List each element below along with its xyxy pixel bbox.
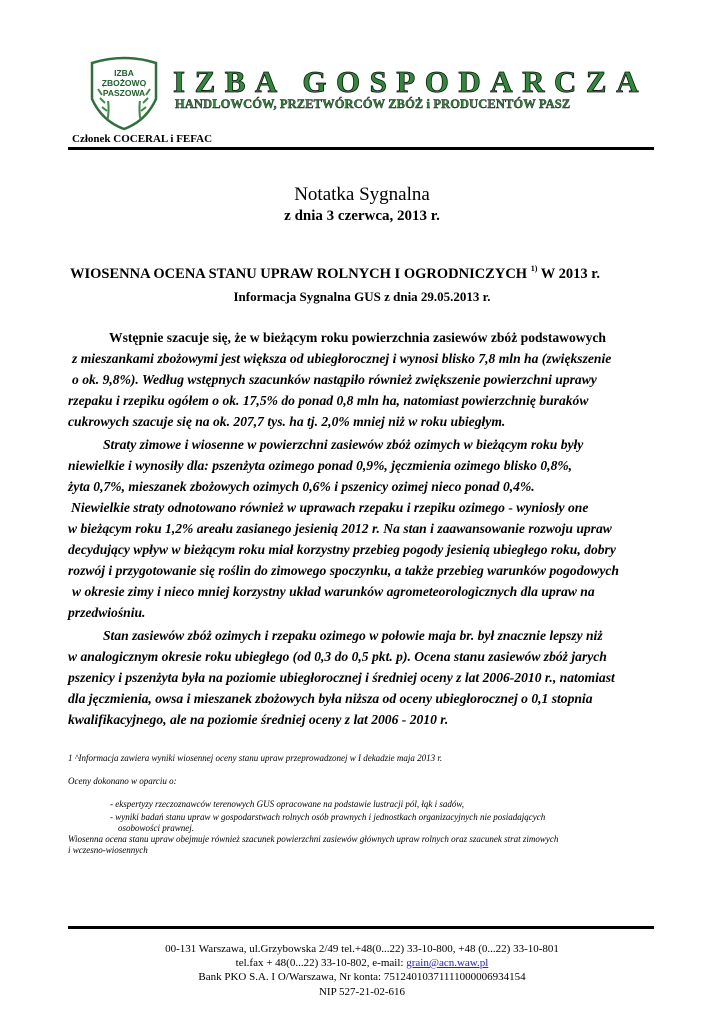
body-line: decydujący wpływ w bieżącym roku miał korzystny przebieg pogody jesienią ubiegłego roku, dobry (68, 542, 616, 557)
footnote: i wczesno-wiosennych (68, 845, 148, 855)
body-line: w bieżącym roku 1,2% areału zasianego jesienią 2012 r. Na stan i zaawansowanie rozwoju upraw (68, 521, 612, 536)
footer-divider (68, 926, 654, 929)
body-line: dla jęczmienia, owsa i mieszanek zbożowych była niższa od oceny ubiegłorocznej o 0,1 stopnia (68, 691, 593, 706)
footnote: 1 ^Informacja zawiera wyniki wiosennej oceny stanu upraw przeprowadzonej w I dekadzie maja 2013 r. (68, 753, 443, 763)
footer-contact (0, 957, 724, 969)
email-link[interactable]: grain@acn.waw.pl (406, 957, 489, 969)
body-line: o ok. 9,8%). Według wstępnych szacunków nastąpiło również zwiększenie powierzchni uprawy (72, 372, 597, 387)
body-line: rzepaku i rzepiku ogółem o ok. 17,5% do ponad 0,8 mln ha, natomiast powierzchnię buraków (68, 393, 589, 408)
body-line-text: Wstępnie szacuje się, że w bieżącym roku powierzchnia zasiewów zbóż podstawowych (109, 330, 606, 345)
body-line (109, 330, 606, 346)
body-line: w okresie zimy i nieco mniej korzystny układ warunków agrometeorologicznych dla upraw na (72, 584, 595, 599)
body-line: kwalifikacyjnego, ale na poziomie średniej oceny z lat 2006 - 2010 r. (68, 712, 449, 727)
footer-bank: Bank PKO S.A. I O/Warszawa, Nr konta: 75124010371111000006934154 (198, 971, 526, 983)
document-date: z dnia 3 czerwca, 2013 r. (284, 208, 440, 224)
heading-year: W 2013 r. (537, 266, 600, 282)
footnote: - ekspertyzy rzeczoznawców terenowych GUS opracowane na podstawie lustracji pól, łąk i sadów, (110, 799, 464, 809)
body-line: Niewielkie straty odnotowano również w uprawach rzepaku i rzepiku ozimego - wyniosły one (71, 500, 589, 515)
body-line: pszenicy i pszenżyta była na poziomie ubiegłorocznej i średniej oceny z lat 2006-2010 r., natomiast (68, 670, 615, 685)
body-line: Stan zasiewów zbóż ozimych i rzepaku ozimego w połowie maja br. był znacznie lepszy niż (103, 628, 603, 643)
body-line: Straty zimowe i wiosenne w powierzchni zasiewów zbóż ozimych w bieżącym roku były (103, 437, 584, 452)
footnote: Wiosenna ocena stanu upraw obejmuje również szacunek powierzchni zasiewów głównych upraw rolnych oraz szacunek strat zimowych (68, 834, 559, 844)
document-title: Notatka Sygnalna (294, 184, 430, 205)
footer-fax: tel.fax + 48(0...22) 33-10-802, e-mail: (235, 957, 407, 969)
body-line: żyta 0,7%, mieszanek zbożowych ozimych 0,6% i pszenicy ozimej nieco ponad 0,4%. (68, 479, 535, 494)
logo-text-line-3: PASZOWA (102, 88, 146, 98)
body-line: przedwiośniu. (68, 605, 146, 620)
footnote: Oceny dokonano w oparciu o: (68, 776, 177, 786)
organization-name: IZBA GOSPODARCZA (173, 64, 648, 99)
footnote: - wyniki badań stanu upraw w gospodarstwach rolnych osób prawnych i jednostkach organizacyjnych nie posiadających (110, 812, 546, 822)
organization-logo (86, 55, 162, 131)
body-line: z mieszankami zbożowymi jest większa od ubiegłorocznej i wynosi blisko 7,8 mln ha (zwiększenie (72, 351, 612, 366)
body-line: niewielkie i wynosiły dla: pszenżyta ozimego ponad 0,9%, jęczmienia ozimego blisko 0,8%, (68, 458, 573, 473)
footnote-marker: 1) (530, 264, 538, 273)
section-heading (70, 264, 600, 283)
body-line: cukrowych szacuje się na ok. 207,7 tys. ha tj. 2,0% mniej niż w roku ubiegłym. (68, 414, 506, 429)
logo-text-line-1: IZBA (114, 68, 134, 78)
body-line: rozwój i przygotowanie się roślin do zimowego spoczynku, a także przebieg warunków pogodowych (68, 563, 619, 578)
heading-text: WIOSENNA OCENA STANU UPRAW ROLNYCH I OGRODNICZYCH (70, 266, 528, 282)
body-line: w analogicznym okresie roku ubiegłego (od 0,3 do 0,5 pkt. p). Ocena stanu zasiewów zbóż jarych (68, 649, 607, 664)
logo-text-line-2: ZBOŻOWO (101, 78, 147, 88)
header-divider (68, 147, 654, 150)
footnote: osobowości prawnej. (118, 823, 195, 833)
organization-subtitle: HANDLOWCÓW, PRZETWÓRCÓW ZBÓŻ i PRODUCENTÓW PASZ (175, 97, 571, 111)
footer-nip: NIP 527-21-02-616 (318, 986, 406, 998)
section-subheading: Informacja Sygnalna GUS z dnia 29.05.2013 r. (233, 289, 491, 304)
membership-line: Członek COCERAL i FEFAC (72, 133, 213, 145)
footer-address: 00-131 Warszawa, ul.Grzybowska 2/49 tel.+48(0...22) 33-10-800, +48 (0...22) 33-10-801 (165, 943, 559, 955)
